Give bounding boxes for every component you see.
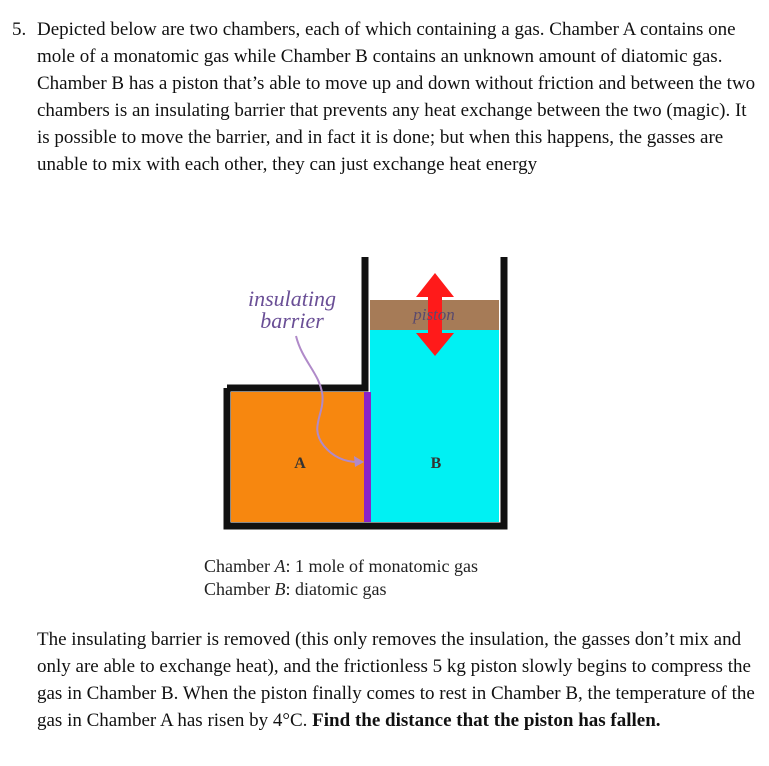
chamber-a-label: A — [294, 455, 306, 472]
caption-chamber-b: Chamber B: diatomic gas — [204, 579, 387, 599]
question-task: Find the distance that the piston has fallen. — [312, 710, 661, 731]
insulating-barrier — [364, 392, 371, 522]
chamber-b-label: B — [430, 455, 442, 472]
question-intro: Depicted below are two chambers, each of which containing a gas. Chamber A contains one mole of a monatomic gas while Chamber B contains an unknown amount of diatomic gas. Chamber B has a piston that’s able to move up and down without friction and between the two chambers is an insulating barrier that prevents any heat exchange between the two (magic). It is possible to move the barrier, and in fact it is done; but when this happens, the gasses are unable to mix with each other, they can just exchange heat energy — [37, 19, 756, 175]
caption-chamber-a: Chamber A: 1 mole of monatomic gas — [204, 556, 478, 576]
chamber-b-gas — [370, 330, 499, 522]
piston-label: piston — [413, 305, 455, 324]
question-body — [37, 626, 763, 734]
barrier-label-line2: barrier — [260, 308, 324, 333]
barrier-label-line1: insulating — [247, 286, 337, 311]
question-number: 5. — [12, 19, 27, 40]
question-body-text: The insulating barrier is removed (this only removes the insulation, the gasses don’t mix and only are able to exchange heat), and the frictionless 5 kg piston slowly begins to compress the gas in Chamber B. When the piston finally comes to rest in Chamber B, the temperature of the gas in Chamber A has risen by 4°C. — [37, 629, 755, 731]
